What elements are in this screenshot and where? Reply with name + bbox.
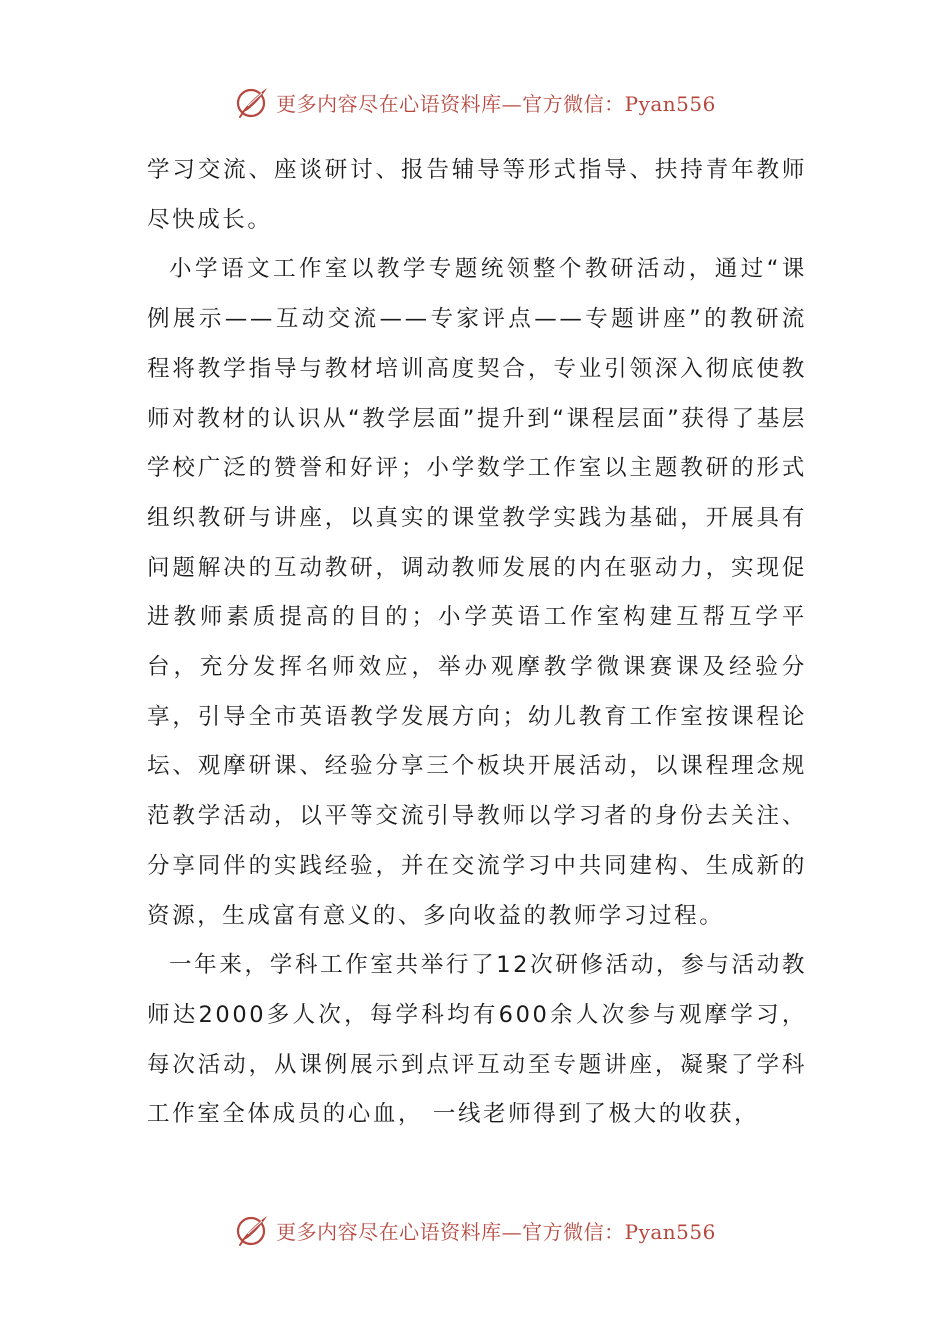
paragraph-3: 一年来，学科工作室共举行了12次研修活动，参与活动教师达2000多人次，每学科均有600余人次参与观摩学习，每次活动，从课例展示到点评互动至专题讲座，凝聚了学科工作室全体成员的心血， 一线老师得到了极大的收获， [147,952,807,1128]
footer-banner-text: 更多内容尽在心语资料库—官方微信：Pyan556 [276,1219,716,1244]
document-body [147,146,807,1140]
quill-pen-logo-icon [234,84,270,120]
header-banner-text: 更多内容尽在心语资料库—官方微信：Pyan556 [276,91,716,116]
quill-pen-logo-icon [234,1212,270,1248]
footer-banner-content [234,1212,716,1248]
header-banner [0,80,950,124]
paragraph-2: 小学语文工作室以教学专题统领整个教研活动，通过“课例展示——互动交流——专家评点——专题讲座”的教研流程将教学指导与教材培训高度契合，专业引领深入彻底使教师对教材的认识从“教学层面”提升到“课程层面”获得了基层学校广泛的赞誉和好评；小学数学工作室以主题教研的形式组织教研与讲座，以真实的课堂教学实践为基础，开展具有问题解决的互动教研，调动教师发展的内在驱动力，实现促进教师素质提高的目的；小学英语工作室构建互帮互学平台，充分发挥名师效应，举办观摩教学微课赛课及经验分享，引导全市英语教学发展方向；幼儿教育工作室按课程论坛、观摩研课、经验分享三个板块开展活动，以课程理念规范教学活动，以平等交流引导教师以学习者的身份去关注、分享同伴的实践经验，并在交流学习中共同建构、生成新的资源，生成富有意义的、多向收益的教师学习过程。 [147,256,807,929]
footer-banner [0,1208,950,1252]
header-banner-content [234,84,716,120]
paragraph-1: 学习交流、座谈研讨、报告辅导等形式指导、扶持青年教师尽快成长。 [147,157,807,233]
